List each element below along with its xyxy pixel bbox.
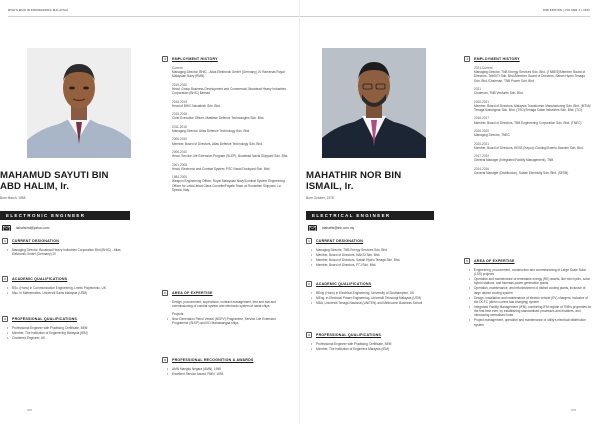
employment-entry (464, 129, 592, 137)
list-item: • Member, The Institution of Engineering Malaysia (IEM) (12, 331, 134, 335)
employment-text: Member, Board of Directors, TNB Engineering Corporation Sdn. Bhd. (TNEC) (474, 120, 582, 125)
employment-text: General Manager (Integrated Facility Management), TNB (474, 158, 554, 163)
email-link[interactable]: tdahathir@tnb.com.my (322, 226, 355, 230)
employment-year: 2020-2021 (474, 99, 490, 104)
section-number: 1 (2, 238, 8, 244)
birth-date: Born March, 1958 (0, 196, 26, 200)
employment-entry (464, 100, 592, 113)
role-banner: ELECTRICAL ENGINEER (306, 211, 434, 220)
portrait-photo (27, 48, 131, 158)
section-title: PROFESSIONAL QUALIFICATIONS (316, 333, 381, 337)
employment-entry (464, 154, 592, 162)
professional-section (2, 316, 134, 341)
employment-year: 2021-Current (474, 66, 493, 70)
person-name-line1: MAHAMUD SAYUTI BIN (0, 170, 109, 181)
list-item: • Engineering, procurement, construction and commissioning of Large Scale Solar (LSS) projects (474, 268, 592, 277)
employment-entry (162, 137, 290, 145)
section-title: CURRENT DESIGNATION (12, 239, 60, 243)
section-title: EMPLOYMENT HISTORY (474, 57, 520, 61)
employment-text: Chairman, TNB Ventures Sdn. Bhd. (474, 91, 524, 96)
projects-label: Projects (172, 312, 184, 317)
section-title: CURRENT DESIGNATION (316, 239, 364, 243)
running-head: 2ND EDITION | VOLUME 2 | 2022 (542, 9, 590, 12)
portrait-image (27, 48, 131, 158)
employment-year: 2001-2005 (172, 162, 188, 167)
employment-list (162, 66, 290, 192)
employment-entry (464, 87, 592, 95)
list-item: • Managing Director, Boustead Heavy Industries Corporation Bhd (BHIC) - Atlas Elektronik GmbH (Germany) JV (12, 248, 134, 257)
employment-year: 2016-2020 (474, 128, 490, 133)
employment-text: Managing Director, BHIC - Atlas Elektronik GmbH (Germany) JV Ramenas Royal Malaysian Navy (RMN) (172, 70, 285, 79)
employment-text: Weapon Engineering Officer, Royal Malaysian Navy/Combat System Engineering Officer for Lekiu/Jebat Class Corvette/Frigate Team at Fincantieri Shipyard, La Spezia, Italy (172, 179, 285, 192)
list-item: • Msc. in Mathematics, Universiti Sains Malaysia (USM) (12, 291, 134, 295)
employment-section (162, 56, 290, 196)
header-rule (8, 16, 300, 17)
portrait-photo (322, 48, 426, 158)
person-name-line1: MAHATHIR NOR BIN (306, 170, 402, 181)
section-title: EMPLOYMENT HISTORY (172, 57, 218, 61)
employment-text: Member, Board of Directors, KESS (Kepco) Cooling/Owerlo Sweden Sdn. Bhd. (474, 145, 584, 150)
expertise-section (162, 290, 290, 326)
employment-text: Head, Electronic and Combat System, PSC Naval Dockyard Sdn. Bhd. (172, 166, 271, 171)
employment-text: Head, Service Life Extension Program (SLEP), Boustead Naval Shipyard Sdn. Bhd. (172, 154, 289, 159)
envelope-icon (2, 225, 11, 231)
employment-entry (464, 66, 592, 83)
list-item: • Professional Engineer with Practising Certificate, BEM (316, 342, 438, 346)
employment-entry (162, 175, 290, 192)
list-item: • MBA, Universiti Tenaga Nasional (UNITEN) and Melbourne Business School (316, 301, 438, 305)
right-page (300, 0, 600, 424)
list-item: • Design, installation and maintenance of electric vehicle (EV) chargers, inclusive of the DCFC (direct current fast charging) system (474, 296, 592, 305)
person-name-line2: ABD HALIM, Ir. (0, 180, 70, 192)
section-number: 3 (306, 332, 312, 338)
list-item: • Operation, maintenance, and refurbishment of district cooling plants, inclusive of large district cooling system (474, 286, 592, 295)
employment-text: Managing Director, TNB Energy Services Sdn. Bhd. (TNBES)/Member, Board of Directors, TeleSITI Sdn. Bhd./Member, Board of Directors, Sabah Hydro Tenaga Sdn. Bhd./Chairman, TNB Power Sdn. Bhd. (474, 70, 586, 83)
employment-year: 2016-2017 (474, 116, 490, 121)
section-title: PROFESSIONAL RECOGNITION & AWARDS (172, 358, 254, 362)
employment-entry (162, 66, 290, 79)
list-item: • BEng. (Hons) in Electrical Engineering, University of Southampton, UK (316, 291, 438, 295)
list-item: • Member, Board of Directors, NAKSI Sdn. Bhd. (316, 253, 438, 257)
current-designation-section (306, 238, 438, 268)
role-banner: ELECTRONIC ENGINEER (0, 211, 130, 220)
list-item: • Managing Director, TNB Energy Services Sdn. Bhd. (316, 248, 438, 252)
academic-section (2, 276, 134, 296)
section-number: 5 (162, 290, 168, 296)
employment-entry (162, 100, 290, 108)
employment-year: 2021 (474, 87, 481, 91)
employment-year: Current (172, 66, 183, 70)
employment-text: Head, Group Business Development and Commercial, Boustead Heavy Industries Corporation (BHIC) Berhad (172, 87, 286, 96)
employment-entry (162, 83, 290, 96)
employment-text: Chief Executive Officer, Mastisse Defence Technologies Sdn. Bhd. (172, 116, 265, 121)
email-link[interactable]: ilahahsmd@yahoo.com (16, 226, 50, 230)
section-number: 6 (162, 357, 168, 363)
employment-list (464, 66, 592, 175)
section-title: AREA OF EXPERTISE (172, 291, 213, 295)
envelope-icon (308, 225, 317, 231)
current-designation-section (2, 238, 134, 257)
list-item: • Member, Board of Directors, FTJ Sdn. Bhd. (316, 263, 438, 267)
list-item: • Integrated Facility Management (IFM), combining IFM regime of TNB's properties for the first time ever, by establishing standardised processes and enablers, and introducing centralised hubs (474, 305, 592, 318)
employment-year: 2006-2010 (172, 149, 188, 154)
list-item: • Member, Board of Directors, Sabah Hydro Tenaga Sdn. Bhd. (316, 258, 438, 262)
employment-year: 2017-2019 (474, 154, 490, 159)
list-item: • Project management, operation and maintenance of utility's electrical distribution system (474, 318, 592, 327)
running-head: WHO'S WHO IN ENGINEERING MALAYSIA (8, 9, 69, 12)
awards-section (162, 357, 290, 377)
list-item: • Excellent Service Award, RMN, 1993 (172, 372, 290, 376)
list-item: • BSc. (Hons) in Communication Engineering, Leeds Polytechnic, UK (12, 286, 134, 290)
person-name (0, 171, 109, 192)
person-name (306, 171, 401, 192)
person-name-line2: ISMAIL, Ir. (306, 180, 354, 192)
list-item: • Member, The Institution of Engineers Malaysia (IEM) (316, 347, 438, 351)
employment-year: 2019-2020 (172, 82, 188, 87)
employment-text: Managing Director, TNEC (474, 133, 510, 138)
employment-year: 2018-2019 (172, 99, 188, 104)
employment-section (464, 56, 592, 179)
section-number: 1 (306, 238, 312, 244)
employment-text: Head of BHIC Navaltech Sdn. Bhd. (172, 103, 221, 108)
expertise-paragraph: Design, procurement, supervision, contract management, test and trial and commissioning of combat system and electronic system of naval ships (172, 300, 276, 309)
section-number: 2 (2, 276, 8, 282)
employment-entry (162, 150, 290, 158)
list-item: • AMN Mangku Negara (AMN), 1998 (172, 367, 290, 371)
professional-section (306, 332, 438, 352)
employment-year: 2006-2010 (172, 137, 188, 142)
employment-year: 1984-2000 (172, 175, 188, 180)
employment-text: General Manager (Distribution), Sabah Electricity Sdn. Bhd. (SESB) (474, 170, 569, 175)
expertise-section (464, 258, 592, 327)
employment-entry (464, 116, 592, 124)
academic-section (306, 281, 438, 306)
employment-text: Member, Board of Directors, Atlas Defence Technology Sdn. Bhd. (172, 141, 263, 146)
employment-entry (162, 163, 290, 171)
section-title: ACADEMIC QUALIFICATIONS (12, 277, 68, 281)
list-item: • Chartered Engineer, UK (12, 336, 134, 340)
list-item: • Professional Engineer with Practising Certificate, BEM (12, 326, 134, 330)
list-item: • MEng. in Electrical Power Engineering, Universiti Teknologi Malaysia (UTM) (316, 296, 438, 300)
section-number: 5 (464, 258, 470, 264)
employment-entry (464, 142, 592, 150)
header-rule (300, 16, 590, 17)
page-number: 308 (27, 408, 33, 412)
employment-text: Managing Director, Atlas Defence Technology Sdn. Bhd. (172, 128, 250, 133)
employment-entry (464, 167, 592, 175)
employment-year: 2015-2021 (474, 141, 490, 146)
employment-entry (162, 125, 290, 133)
birth-date: Born October, 1978 (306, 196, 334, 200)
employment-text: Member, Board of Directors, Malaysia Transformer Manufacturing Sdn. Bhd. (MTM)/ Tenaga Switchgear Sdn. Bhd. (TSG)/Tenaga Cable Industries Sdn. Bhd. (TCI) (474, 103, 591, 112)
employment-year: 2014-2016 (474, 166, 490, 171)
employment-entry (162, 112, 290, 120)
list-item: • Operation and maintenance of renewable energy (RE) assets, like mini hydro, solar hybrid stations, and biomass power generation plants (474, 277, 592, 286)
section-number: 3 (2, 316, 8, 322)
section-number: 4 (162, 56, 168, 62)
section-title: AREA OF EXPERTISE (474, 259, 515, 263)
section-title: PROFESSIONAL QUALIFICATIONS (12, 317, 77, 321)
section-number: 2 (306, 281, 312, 287)
employment-year: 2011-2015 (172, 124, 187, 129)
page-number: 309 (570, 408, 576, 412)
portrait-image (322, 48, 426, 158)
list-item: • New Generation Patrol Vessel (NGPV) Programme, Service Life Extension Programme (SLEP) and KD Mahawangsa ships (172, 317, 290, 326)
email-row (2, 225, 49, 231)
employment-year: 2015-2018 (172, 112, 188, 117)
email-row (308, 225, 354, 231)
section-number: 4 (464, 56, 470, 62)
section-title: ACADEMIC QUALIFICATIONS (316, 282, 372, 286)
